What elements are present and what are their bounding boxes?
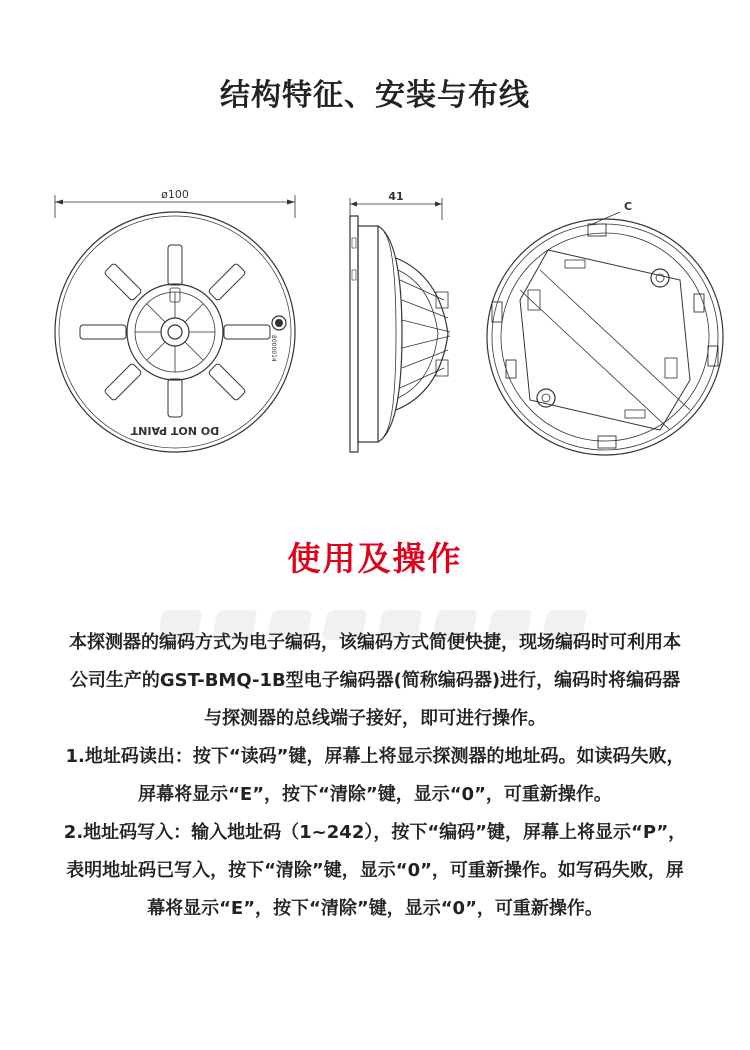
read-address-paragraph: 1.地址码读出：按下“读码”键，屏幕上将显示探测器的地址码。如读码失败，屏幕将显示“E”，按下“清除”键，显示“0”，可重新操作。 [65,746,685,805]
height-label: 41 [388,190,404,203]
section-title-structure: 结构特征、安装与布线 [220,78,530,113]
technical-drawings [0,180,750,480]
section-title-usage: 使用及操作 [287,539,463,578]
intro-paragraph: 本探测器的编码方式为电子编码，该编码方式简便快捷，现场编码时可利用本公司生产的GST-BMQ-1B型电子编码器(简称编码器)进行，编码时将编码器与探测器的总线端子接好，即可进行操作。 [69,632,681,729]
diameter-label: ø100 [161,188,189,201]
side-view-drawing [350,198,450,452]
usage-instructions [62,624,688,928]
bottom-view-drawing [487,212,723,455]
write-address-paragraph: 2.地址码写入：输入地址码（1~242），按下“编码”键，屏幕上将显示“P”，表明地址码已写入，按下“清除”键，显示“0”，可重新操作。如写码失败，屏幕将显示“E”，按下“清除”键，显示“0”，可重新操作。 [63,822,687,919]
svg-text:8000014: 8000014 [270,335,277,362]
do-not-paint-label: DO NOT PAINT [130,424,220,437]
detail-c-label: C [624,200,633,213]
top-view-drawing [55,195,295,452]
